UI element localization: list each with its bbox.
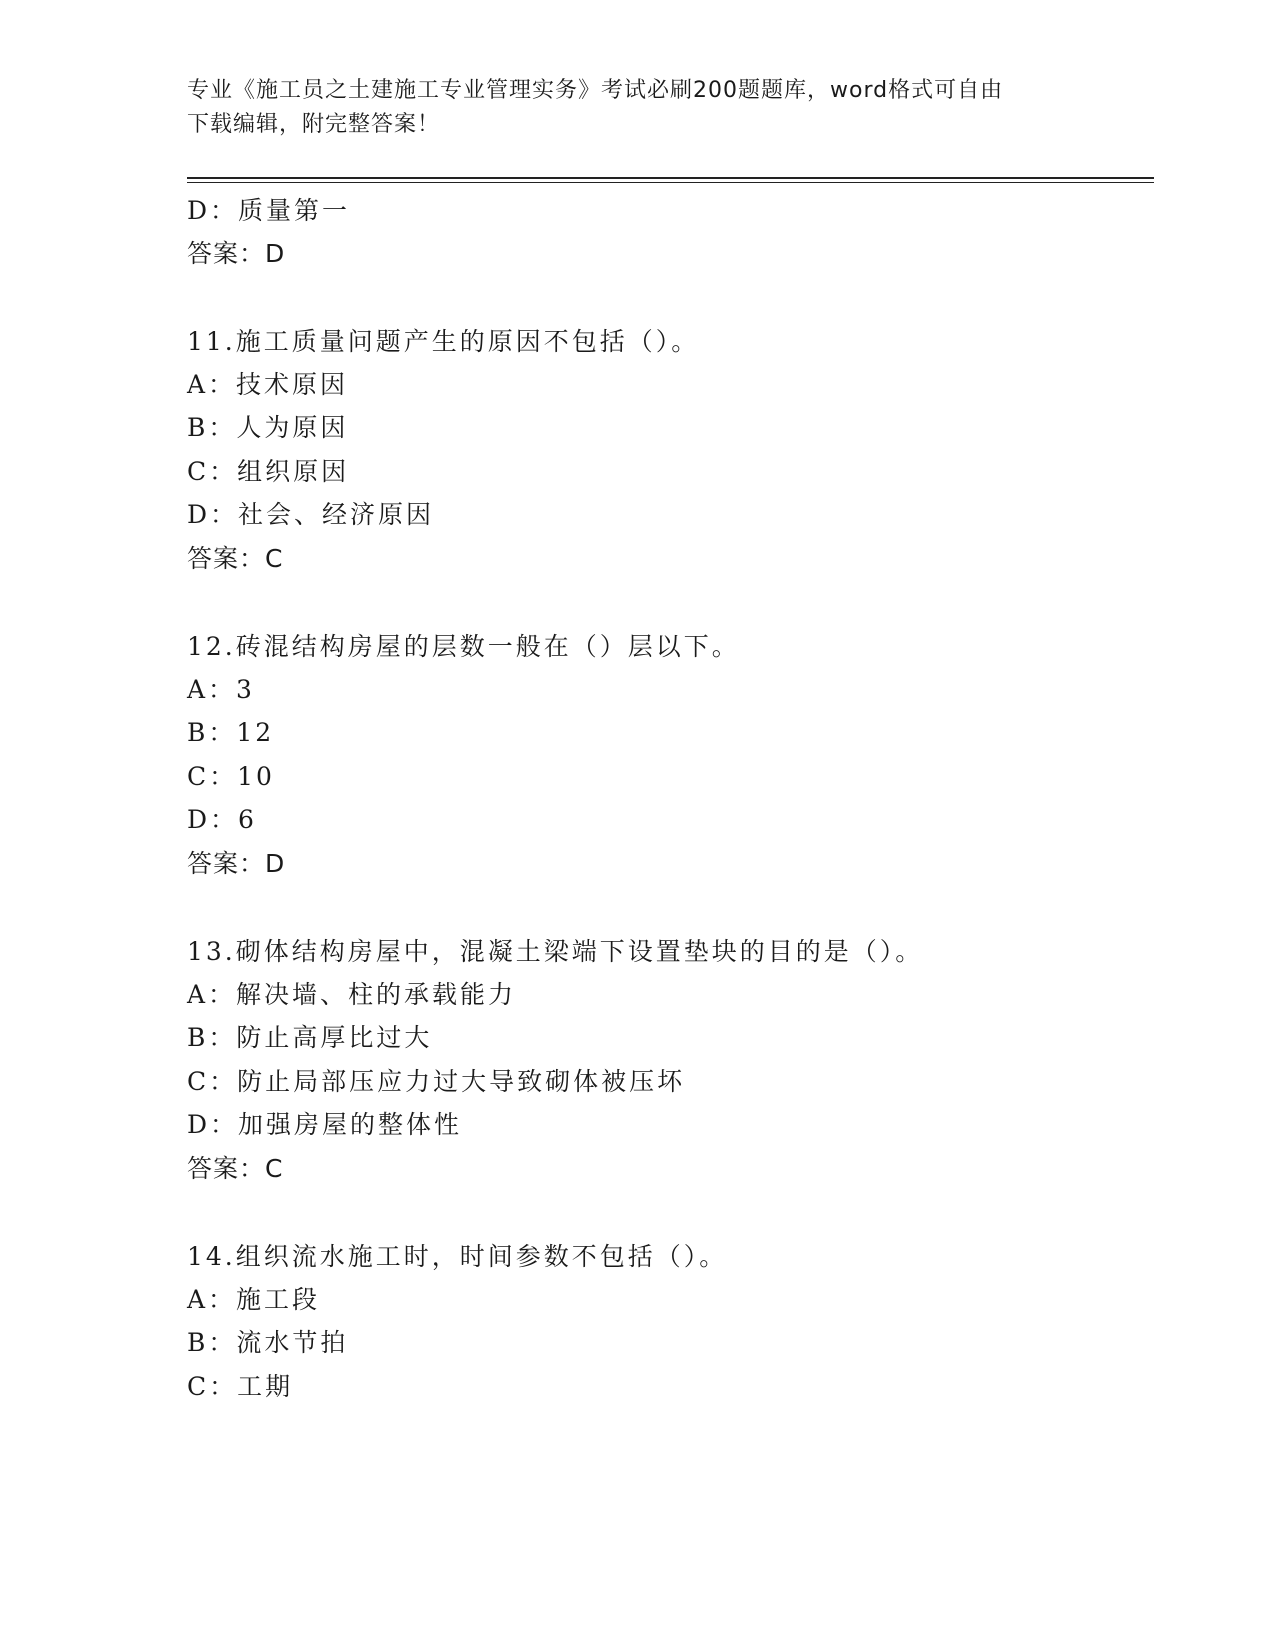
question-13: 13.砌体结构房屋中，混凝土梁端下设置垫块的目的是（）。: [187, 937, 924, 966]
header-line-2: 下载编辑，附完整答案！: [187, 112, 441, 137]
option-a: A：施工段: [187, 1285, 321, 1314]
option-b: B：流水节拍: [187, 1328, 349, 1357]
option-c: C：组织原因: [187, 457, 350, 486]
question-11: 11.施工质量问题产生的原因不包括（）。: [187, 327, 700, 356]
option-b: B：防止高厚比过大: [187, 1023, 433, 1052]
option-d: D：6: [187, 805, 257, 834]
option-a: A：技术原因: [187, 370, 349, 399]
option-a: A：3: [187, 675, 255, 704]
option-b: B：人为原因: [187, 413, 349, 442]
question-12: 12.砖混结构房屋的层数一般在（）层以下。: [187, 632, 740, 661]
option-c: C：防止局部压应力过大导致砌体被压坏: [187, 1067, 686, 1096]
header-rule-thin: [187, 182, 1154, 183]
option-c: C：工期: [187, 1372, 294, 1401]
answer-line: 答案：D: [187, 239, 286, 268]
header-rule-thick: [187, 177, 1154, 179]
question-14: 14.组织流水施工时，时间参数不包括（）。: [187, 1242, 728, 1271]
answer-line: 答案：C: [187, 544, 284, 573]
option-d: D：加强房屋的整体性: [187, 1110, 463, 1139]
option-c: C：10: [187, 762, 275, 791]
option-b: B：12: [187, 718, 275, 747]
document-header: [187, 74, 1067, 142]
option-d: D：质量第一: [187, 196, 351, 225]
answer-line: 答案：D: [187, 849, 286, 878]
option-a: A：解决墙、柱的承载能力: [187, 980, 517, 1009]
header-line-1: 专业《施工员之土建施工专业管理实务》考试必刷200题题库，word格式可自由: [187, 78, 1004, 103]
answer-line: 答案：C: [187, 1154, 284, 1183]
option-d: D：社会、经济原因: [187, 500, 435, 529]
